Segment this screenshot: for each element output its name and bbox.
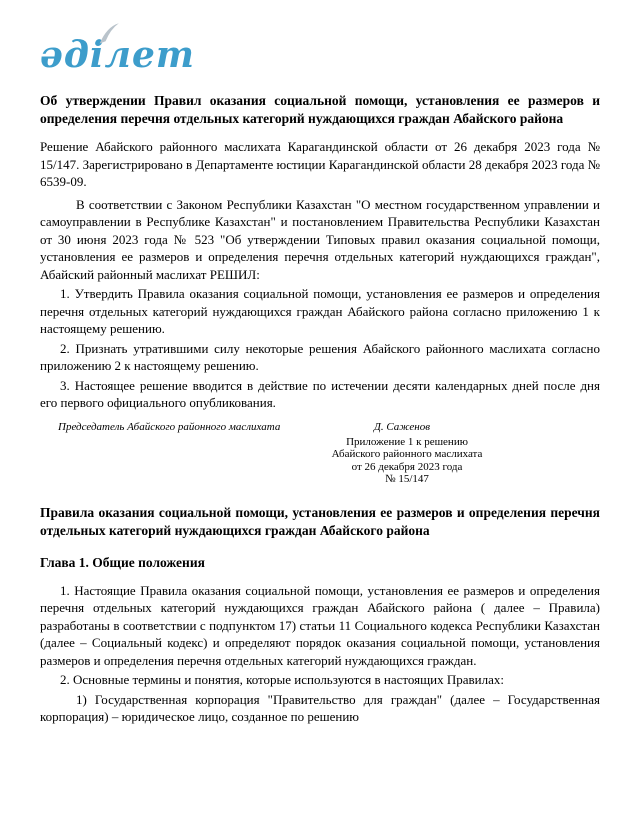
resolution-item-2: 2. Признать утратившими силу некоторые решения Абайского районного маслихата согласно приложению 2 к настоящему решению. — [40, 340, 600, 373]
signature-name: Д. Саженов — [373, 420, 430, 433]
document-title: Об утверждении Правил оказания социальной помощи, установления ее размеров и определения перечня отдельных категорий нуждающихся граждан Абайского района — [40, 93, 600, 126]
appendix-line-2: Абайского районного маслихата — [331, 448, 483, 460]
preamble-paragraph: В соответствии с Законом Республики Казахстан "О местном государственном управлении и самоуправлении в Республике Казахстан" и постановлением Правительства Республики Казахстан от 30 июня 2023 года № 523 "Об утверждении Типовых правил оказания социальной помощи, установления ее размеров и определения перечня отдельных категорий нуждающихся граждан", Абайский районный маслихат РЕШИЛ: — [40, 196, 600, 282]
rules-title: Правила оказания социальной помощи, установления ее размеров и определения перечня отдельных категорий нуждающихся граждан Абайского района — [40, 504, 600, 538]
rules-paragraph-2: 2. Основные термины и понятия, которые используются в настоящих Правилах: — [60, 672, 504, 687]
appendix-block — [292, 436, 522, 486]
adilet-logo — [40, 34, 600, 82]
quill-icon — [96, 22, 120, 46]
signature-role: Председатель Абайского районного маслихата — [58, 420, 281, 433]
rules-paragraph-1: 1. Настоящие Правила оказания социальной помощи, установления ее размеров и определения перечня отдельных категорий нуждающихся граждан Абайского района ( далее – Правила) разработаны в соответствии с подпунктом 17) статьи 11 Социального кодекса Республики Казахстан (далее – Социальный кодекс) и определяют порядок оказания социальной помощи, установления размеров и определения перечня отдельных категорий нуждающихся граждан. — [40, 582, 600, 668]
rules-paragraph-3: 1) Государственная корпорация "Правительство для граждан" (далее – Государственная корпорация) – юридическое лицо, созданное по решению — [40, 691, 600, 724]
resolution-item-3: 3. Настоящее решение вводится в действие по истечении десяти календарных дней после дня его первого официального опубликования. — [40, 377, 600, 410]
adilet-logo-text: әділет — [40, 34, 195, 76]
appendix-line-3: от 26 декабря 2023 года — [351, 460, 463, 473]
appendix-line-1: Приложение 1 к решению — [346, 435, 468, 448]
resolution-item-1: 1. Утвердить Правила оказания социальной помощи, установления ее размеров и определения перечня отдельных категорий нуждающихся граждан Абайского района согласно приложению 1 к настоящему решению. — [40, 286, 600, 336]
document-meta: Решение Абайского районного маслихата Карагандинской области от 26 декабря 2023 года № 15/147. Зарегистрировано в Департаменте юстиции Карагандинской области 28 декабря 2023 года № 6539-09. — [40, 139, 600, 189]
resolution-items — [40, 285, 600, 412]
signature-row — [40, 421, 600, 433]
chapter-heading: Глава 1. Общие положения — [40, 554, 205, 570]
appendix-line-4: № 15/147 — [385, 473, 429, 485]
